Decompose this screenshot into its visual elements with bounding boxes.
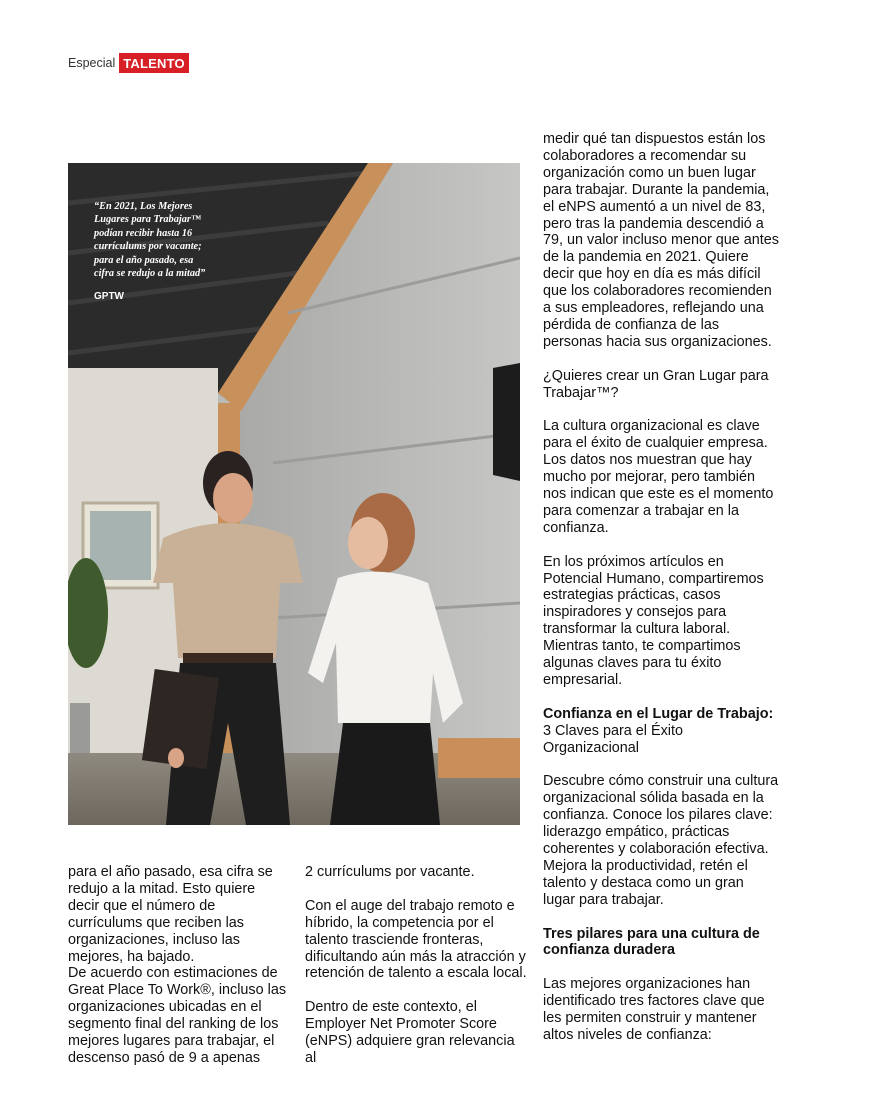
question-heading: ¿Quieres crear un Gran Lugar para Trabajar™? [543, 367, 769, 401]
subheading-bold: Confianza en el Lugar de Trabajo: [543, 705, 774, 722]
subheading [543, 706, 779, 757]
wooden-bench [438, 738, 520, 778]
paragraph: Dentro de este contexto, el Employer Net Promoter Score (eNPS) adquiere gran relevancia al [305, 999, 515, 1066]
article-column-1 [68, 864, 290, 1067]
paragraph: Las mejores organizaciones han identificado tres factores clave que les permiten construir y mantener altos niveles de confianza: [543, 976, 765, 1043]
paragraph: para el año pasado, esa cifra se redujo a la mitad. Esto quiere decir que el número de currículums que reciben las organizaciones, incluso las mejores, ha bajado. De acuerdo con estimaciones de Great Place To Work®, incluso las organizaciones ubicadas en el segmento final del ranking de los mejores lugares para trabajar, el descenso pasó de 9 a apenas [68, 864, 287, 1066]
paragraph: En los próximos artículos en Potencial Humano, compartiremos estrategias prácticas, casos inspiradores y consejos para transformar la cultura laboral. Mientras tanto, te compartimos algunas claves para tu éxito empresarial. [543, 553, 764, 688]
pendant-lamp [493, 363, 520, 481]
photo-pull-quote: “En 2021, Los Mejores Lugares para Trabajar™ podían recibir hasta 16 currículums por vacante; para el año pasado, esa cifra se redujo a la mitad” [94, 201, 206, 280]
article-column-2 [305, 864, 529, 1067]
section-header [68, 52, 189, 74]
section-heading: Tres pilares para una cultura de confianza duradera [543, 925, 760, 959]
paragraph: Descubre cómo construir una cultura organizacional sólida basada en la confianza. Conoce los pilares clave: liderazgo empático, prácticas coherentes y colaboración efectiva. Mejora la productividad, retén el talento y destaca como un gran lugar para trabajar. [543, 773, 779, 908]
subheading-rest: 3 Claves para el Éxito Organizacional [543, 722, 683, 756]
paragraph: 2 currículums por vacante. [305, 864, 475, 880]
paragraph: Con el auge del trabajo remoto e híbrido, la competencia por el talento trasciende fronteras, dificultando aún más la atracción y retención de talento a escala local. [305, 897, 527, 982]
pull-quote-source: GPTW [94, 291, 124, 302]
paragraph: medir qué tan dispuestos están los colaboradores a recomendar su organización como un buen lugar para trabajar. Durante la pandemia, el eNPS aumentó a un nivel de 83, pero tras la pandemia descendió a 79, un valor incluso menor que antes de la pandemia en 2021. Quiere decir que hoy en día es más difícil que los colaboradores recomienden a sus empleadores, reflejando una pérdida de confianza de las personas hacia sus organizaciones. [543, 131, 779, 350]
section-label: Especial [68, 56, 116, 70]
section-tag: TALENTO [119, 53, 189, 73]
paragraph: La cultura organizacional es clave para el éxito de cualquier empresa. Los datos nos muestran que hay mucho por mejorar, pero también nos indican que este es el momento para comenzar a trabajar en la confianza. [543, 418, 774, 536]
article-column-3 [543, 131, 779, 1044]
